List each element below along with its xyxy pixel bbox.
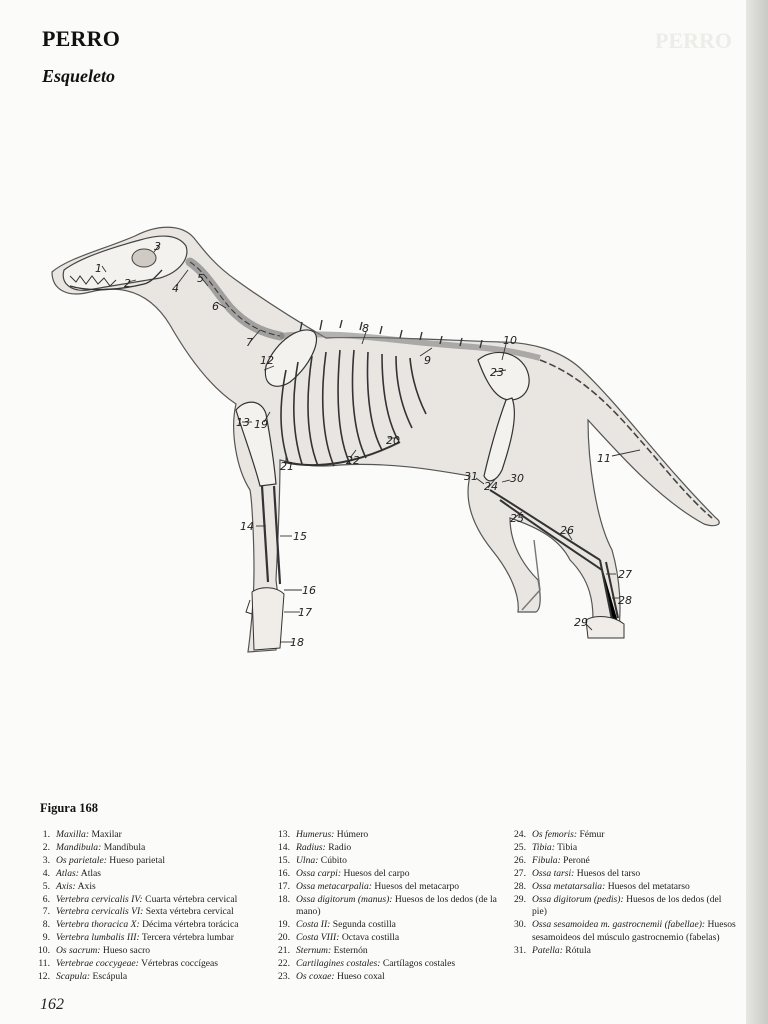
callout-29: 29: [574, 616, 588, 629]
legend-item-number: 20.: [278, 932, 290, 944]
bleed-through-text: PERRO: [655, 28, 732, 53]
legend-item-text: [56, 945, 266, 958]
callout-12: 12: [260, 354, 274, 367]
legend-item: [506, 855, 738, 868]
callout-8: 8: [362, 322, 369, 335]
legend-item: [30, 894, 266, 907]
legend-item-number: 8.: [42, 919, 50, 931]
legend-item-latin: Axis:: [56, 880, 76, 892]
callout-21: 21: [280, 460, 294, 473]
callout-10: 10: [503, 334, 517, 347]
legend-item-text: [56, 919, 266, 932]
legend-item: [270, 932, 506, 945]
legend-item-description: Hueso parietal: [106, 854, 165, 866]
legend-item-text: [532, 881, 738, 894]
legend-item-description: Huesos del metacarpo: [371, 880, 460, 892]
legend-item-text: [56, 906, 266, 919]
legend-item-description: Cúbito: [318, 854, 347, 866]
legend-item: [30, 906, 266, 919]
legend-item-latin: Humerus:: [296, 829, 335, 840]
legend-item-text: [56, 855, 266, 868]
legend-item-text: [296, 842, 506, 855]
legend-item-text: [296, 958, 506, 971]
callout-11: 11: [597, 452, 611, 465]
legend-item-latin: Tibia:: [532, 841, 555, 853]
legend-item: [30, 829, 266, 842]
legend-item-number: 10.: [38, 945, 50, 957]
legend-item-text: [56, 971, 266, 984]
legend-item-latin: Patella:: [532, 945, 563, 957]
legend-item-description: Hueso coxal: [334, 970, 385, 982]
page-number: 162: [40, 996, 64, 1013]
legend-item-number: 23.: [278, 970, 290, 982]
legend-item-description: Huesos de los dedos (del pie): [532, 893, 722, 918]
legend-item-latin: Fibula:: [532, 854, 561, 866]
callout-16: 16: [302, 584, 316, 597]
legend-item-latin: Mandibula:: [56, 841, 102, 853]
legend-item-description: Huesos sesamoideos del músculo gastrocnemio (fabelas): [532, 919, 736, 944]
legend-item-latin: Ossa sesamoidea m. gastrocnemii (fabellae):: [532, 919, 706, 931]
legend-item-latin: Atlas:: [56, 867, 79, 879]
legend-item-number: 28.: [514, 880, 526, 892]
legend-item-latin: Maxilla:: [56, 829, 90, 840]
legend-item-description: Escápula: [90, 970, 128, 982]
legend-item: [270, 971, 506, 984]
legend-item: [506, 881, 738, 894]
legend-item-number: 13.: [278, 829, 290, 840]
legend-item-latin: Scapula:: [56, 970, 91, 982]
legend-item-text: [56, 932, 266, 945]
callout-3: 3: [154, 240, 161, 253]
callout-17: 17: [298, 606, 312, 619]
callout-23: 23: [490, 366, 504, 379]
legend-item-latin: Vertebra lumbalis III:: [56, 932, 140, 944]
legend-item-description: Octava costilla: [339, 932, 400, 944]
legend-item: [506, 842, 738, 855]
callout-28: 28: [618, 594, 632, 607]
legend-item-number: 6.: [42, 893, 50, 905]
legend-item-number: 31.: [514, 945, 526, 957]
legend-item-latin: Os sacrum:: [56, 945, 101, 957]
callout-15: 15: [293, 530, 307, 543]
legend-item-description: Rótula: [562, 945, 591, 957]
callout-2: 2: [124, 277, 131, 290]
legend-item: [30, 932, 266, 945]
legend-item: [270, 958, 506, 971]
legend-item-description: Vértebras coccígeas: [138, 958, 219, 970]
legend-item-description: Huesos del carpo: [341, 867, 410, 879]
legend-item-latin: Costa II:: [296, 919, 331, 931]
legend-item: [30, 958, 266, 971]
legend-item-description: Tercera vértebra lumbar: [139, 932, 234, 944]
legend-item-description: Cartílagos costales: [380, 958, 456, 970]
legend-item-number: 12.: [38, 970, 50, 982]
callout-14: 14: [240, 520, 254, 533]
legend-item-text: [296, 855, 506, 868]
legend-item-latin: Os femoris:: [532, 829, 578, 840]
legend-item-number: 24.: [514, 829, 526, 840]
legend-item-number: 3.: [42, 854, 50, 866]
legend-item: [270, 855, 506, 868]
legend-item-number: 18.: [278, 893, 290, 905]
legend-item-description: Esternón: [331, 945, 368, 957]
legend-item: [30, 868, 266, 881]
legend-item: [30, 971, 266, 984]
legend-item-description: Segunda costilla: [330, 919, 396, 931]
legend-item-latin: Ossa digitorum (pedis):: [532, 893, 624, 905]
legend-item-latin: Sternum:: [296, 945, 332, 957]
callout-4: 4: [172, 282, 179, 295]
legend-item-number: 7.: [42, 906, 50, 918]
legend-item-latin: Ossa tarsi:: [532, 867, 575, 879]
book-gutter: [746, 0, 768, 1024]
legend-item: [270, 945, 506, 958]
legend-item-text: [56, 829, 266, 842]
legend-item: [506, 919, 738, 945]
legend-item-number: 11.: [38, 958, 50, 970]
legend-item-description: Radio: [325, 841, 352, 853]
figure-caption: Figura 168: [40, 801, 98, 815]
legend-item: [30, 881, 266, 894]
legend-item: [506, 829, 738, 842]
legend-item-latin: Vertebra cervicalis VI:: [56, 906, 144, 918]
dog-skeleton-illustration: [40, 200, 730, 680]
callout-7: 7: [246, 336, 253, 349]
legend-item-description: Peroné: [560, 854, 590, 866]
legend-item-description: Huesos del tarso: [574, 867, 641, 879]
legend-item-number: 27.: [514, 867, 526, 879]
legend-item: [506, 945, 738, 958]
callout-19: 19: [254, 418, 268, 431]
legend-item-description: Huesos del metatarso: [605, 880, 690, 892]
legend-item-text: [296, 829, 506, 842]
legend-item-number: 25.: [514, 841, 526, 853]
callout-26: 26: [560, 524, 574, 537]
legend-item-latin: Ossa metatarsalia:: [532, 880, 606, 892]
legend-item-description: Huesos de los dedos (de la mano): [296, 893, 497, 918]
legend-item-number: 16.: [278, 867, 290, 879]
legend-item-text: [532, 829, 738, 842]
legend-item-text: [296, 932, 506, 945]
legend-item-latin: Ulna:: [296, 854, 319, 866]
legend-item-text: [532, 894, 738, 920]
dog-skeleton-figure: [40, 200, 730, 680]
callout-27: 27: [618, 568, 632, 581]
callout-24: 24: [484, 480, 498, 493]
callout-31: 31: [464, 470, 478, 483]
callout-5: 5: [197, 272, 204, 285]
legend-item: [506, 894, 738, 920]
legend-item-latin: Radius:: [296, 841, 326, 853]
legend-item: [270, 919, 506, 932]
legend-item-description: Tibia: [554, 841, 578, 853]
hind-fore-paw: [246, 600, 252, 614]
legend-item-text: [296, 919, 506, 932]
callout-13: 13: [236, 416, 250, 429]
callout-18: 18: [290, 636, 304, 649]
legend-item-text: [532, 868, 738, 881]
legend-item-description: Mandíbula: [101, 841, 146, 853]
legend-item-latin: Costa VIII:: [296, 932, 340, 944]
legend-item-text: [532, 945, 738, 958]
legend-item: [30, 842, 266, 855]
callout-20: 20: [386, 434, 400, 447]
legend-item-number: 4.: [42, 867, 50, 879]
legend-item-number: 14.: [278, 841, 290, 853]
legend-item-text: [532, 842, 738, 855]
legend-item-description: Décima vértebra torácica: [139, 919, 239, 931]
legend-item-number: 26.: [514, 854, 526, 866]
legend-item-text: [532, 855, 738, 868]
legend-item: [270, 881, 506, 894]
legend-item-number: 1.: [42, 829, 50, 840]
page-title: PERRO: [42, 26, 120, 51]
callout-25: 25: [510, 512, 524, 525]
legend-item-number: 29.: [514, 893, 526, 905]
legend-item-description: Atlas: [78, 867, 102, 879]
legend-item-text: [56, 842, 266, 855]
legend-item-text: [56, 868, 266, 881]
legend-item: [270, 842, 506, 855]
legend-item-number: 15.: [278, 854, 290, 866]
legend-item-text: [296, 894, 506, 920]
legend-item-number: 9.: [42, 932, 50, 944]
legend-item-number: 19.: [278, 919, 290, 931]
legend-item-latin: Vertebra thoracica X:: [56, 919, 140, 931]
legend-item-text: [56, 894, 266, 907]
legend-item-text: [56, 881, 266, 894]
legend-item-number: 30.: [514, 919, 526, 931]
legend-item: [30, 919, 266, 932]
legend-item-description: Axis: [75, 880, 96, 892]
legend-item: [30, 855, 266, 868]
legend-item: [30, 945, 266, 958]
legend-item-text: [296, 945, 506, 958]
legend-column-3: [506, 829, 738, 958]
legend-item-latin: Cartilagines costales:: [296, 958, 381, 970]
callout-22: 22: [346, 454, 360, 467]
legend-item-number: 2.: [42, 841, 50, 853]
legend-item-latin: Os coxae:: [296, 970, 335, 982]
legend-item-description: Hueso sacro: [100, 945, 151, 957]
legend-item-text: [532, 919, 738, 945]
legend-item: [270, 894, 506, 920]
callout-6: 6: [212, 300, 219, 313]
legend-item-description: Húmero: [334, 829, 369, 840]
legend-column-2: [270, 829, 506, 984]
legend-column-1: [30, 829, 266, 984]
legend-item-description: Fémur: [577, 829, 605, 840]
legend-item-number: 21.: [278, 945, 290, 957]
legend-item: [270, 868, 506, 881]
page-subtitle: Esqueleto: [42, 66, 116, 86]
callout-30: 30: [510, 472, 524, 485]
legend-item-description: Maxilar: [89, 829, 122, 840]
legend-item-text: [56, 958, 266, 971]
legend-item-latin: Ossa carpi:: [296, 867, 342, 879]
legend-item-latin: Vertebrae coccygeae:: [56, 958, 139, 970]
legend-item-latin: Vertebra cervicalis IV:: [56, 893, 143, 905]
legend-item-description: Cuarta vértebra cervical: [142, 893, 238, 905]
callout-9: 9: [424, 354, 431, 367]
legend-item-number: 17.: [278, 880, 290, 892]
legend-item: [506, 868, 738, 881]
legend-item-number: 5.: [42, 880, 50, 892]
legend-item-text: [296, 881, 506, 894]
legend-item-text: [296, 971, 506, 984]
skull-orbit: [132, 249, 156, 267]
legend-item-latin: Ossa metacarpalia:: [296, 880, 372, 892]
legend-item-latin: Os parietale:: [56, 854, 107, 866]
legend-item-number: 22.: [278, 958, 290, 970]
legend-item-text: [296, 868, 506, 881]
legend-item-latin: Ossa digitorum (manus):: [296, 893, 393, 905]
legend-item: [270, 829, 506, 842]
fore-paw: [252, 588, 284, 650]
callout-1: 1: [95, 262, 102, 275]
legend-item-description: Sexta vértebra cervical: [143, 906, 234, 918]
